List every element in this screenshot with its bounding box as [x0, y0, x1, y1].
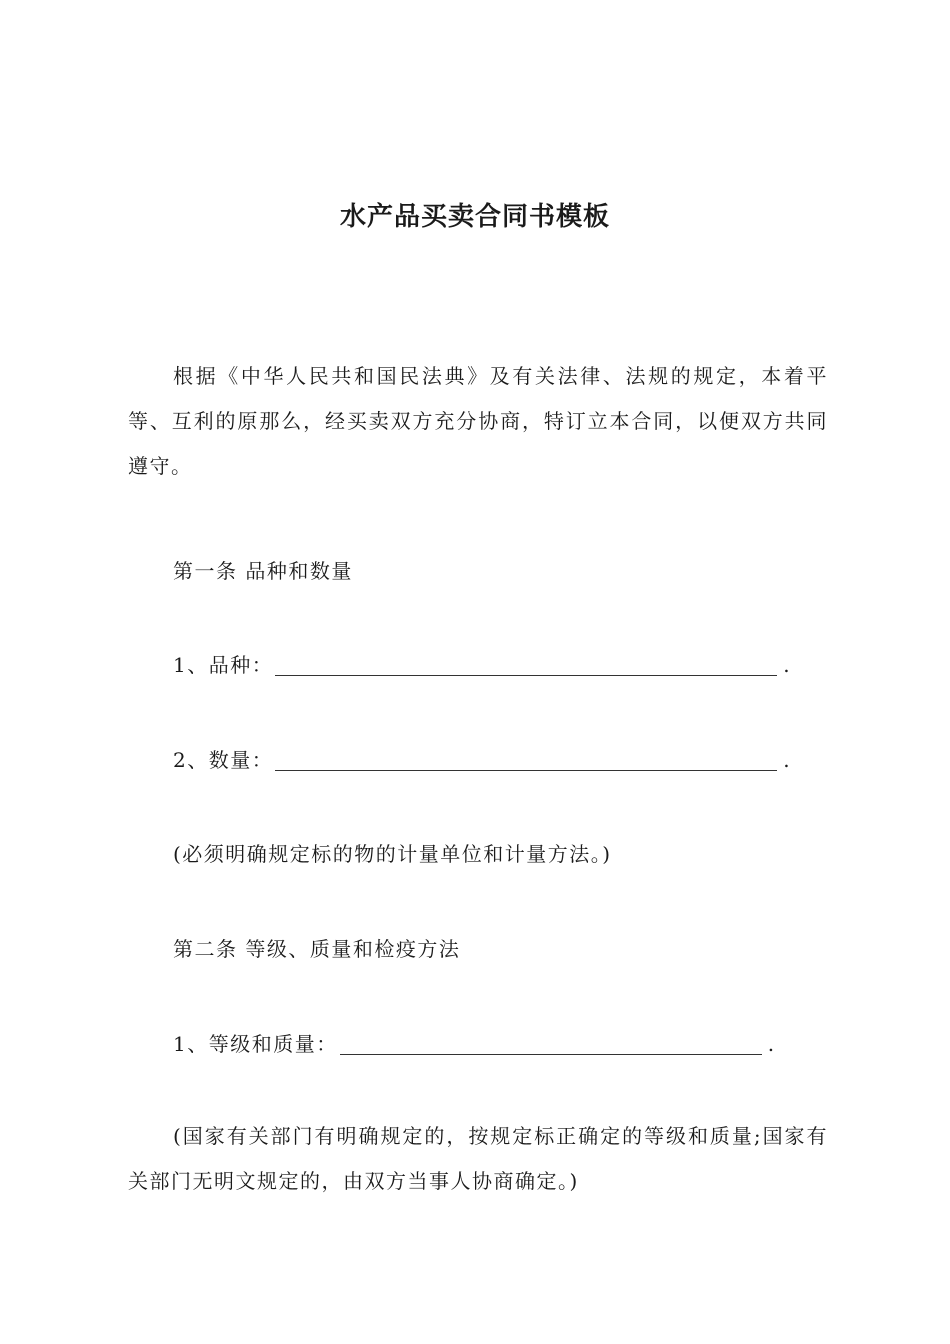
variety-label: 1、品种：	[173, 653, 274, 677]
article-2-item-grade-quality	[173, 1030, 776, 1058]
article-1-note: (必须明确规定标的物的计量单位和计量方法。)	[173, 842, 612, 866]
grade-quality-blank-field[interactable]	[340, 1034, 762, 1055]
article-1-item-quantity	[173, 746, 791, 774]
article-1-item-variety	[173, 651, 791, 679]
article-1-heading: 第一条 品种和数量	[173, 559, 353, 583]
quantity-label: 2、数量：	[173, 748, 274, 772]
article-2-heading: 第二条 等级、质量和检疫方法	[173, 937, 461, 961]
article-2-note: (国家有关部门有明确规定的，按规定标正确定的等级和质量;国家有关部门无明文规定的，由双方当事人协商确定。)	[128, 1124, 828, 1193]
document-title: 水产品买卖合同书模板	[339, 202, 610, 232]
variety-end: .	[783, 653, 792, 677]
quantity-blank-field[interactable]	[275, 750, 777, 771]
grade-quality-end: .	[767, 1032, 776, 1056]
grade-quality-label: 1、等级和质量：	[173, 1032, 338, 1056]
quantity-end: .	[783, 748, 792, 772]
intro-paragraph: 根据《中华人民共和国民法典》及有关法律、法规的规定，本着平等、互利的原那么，经买卖双方充分协商，特订立本合同，以便双方共同遵守。	[128, 364, 828, 478]
variety-blank-field[interactable]	[275, 655, 777, 676]
